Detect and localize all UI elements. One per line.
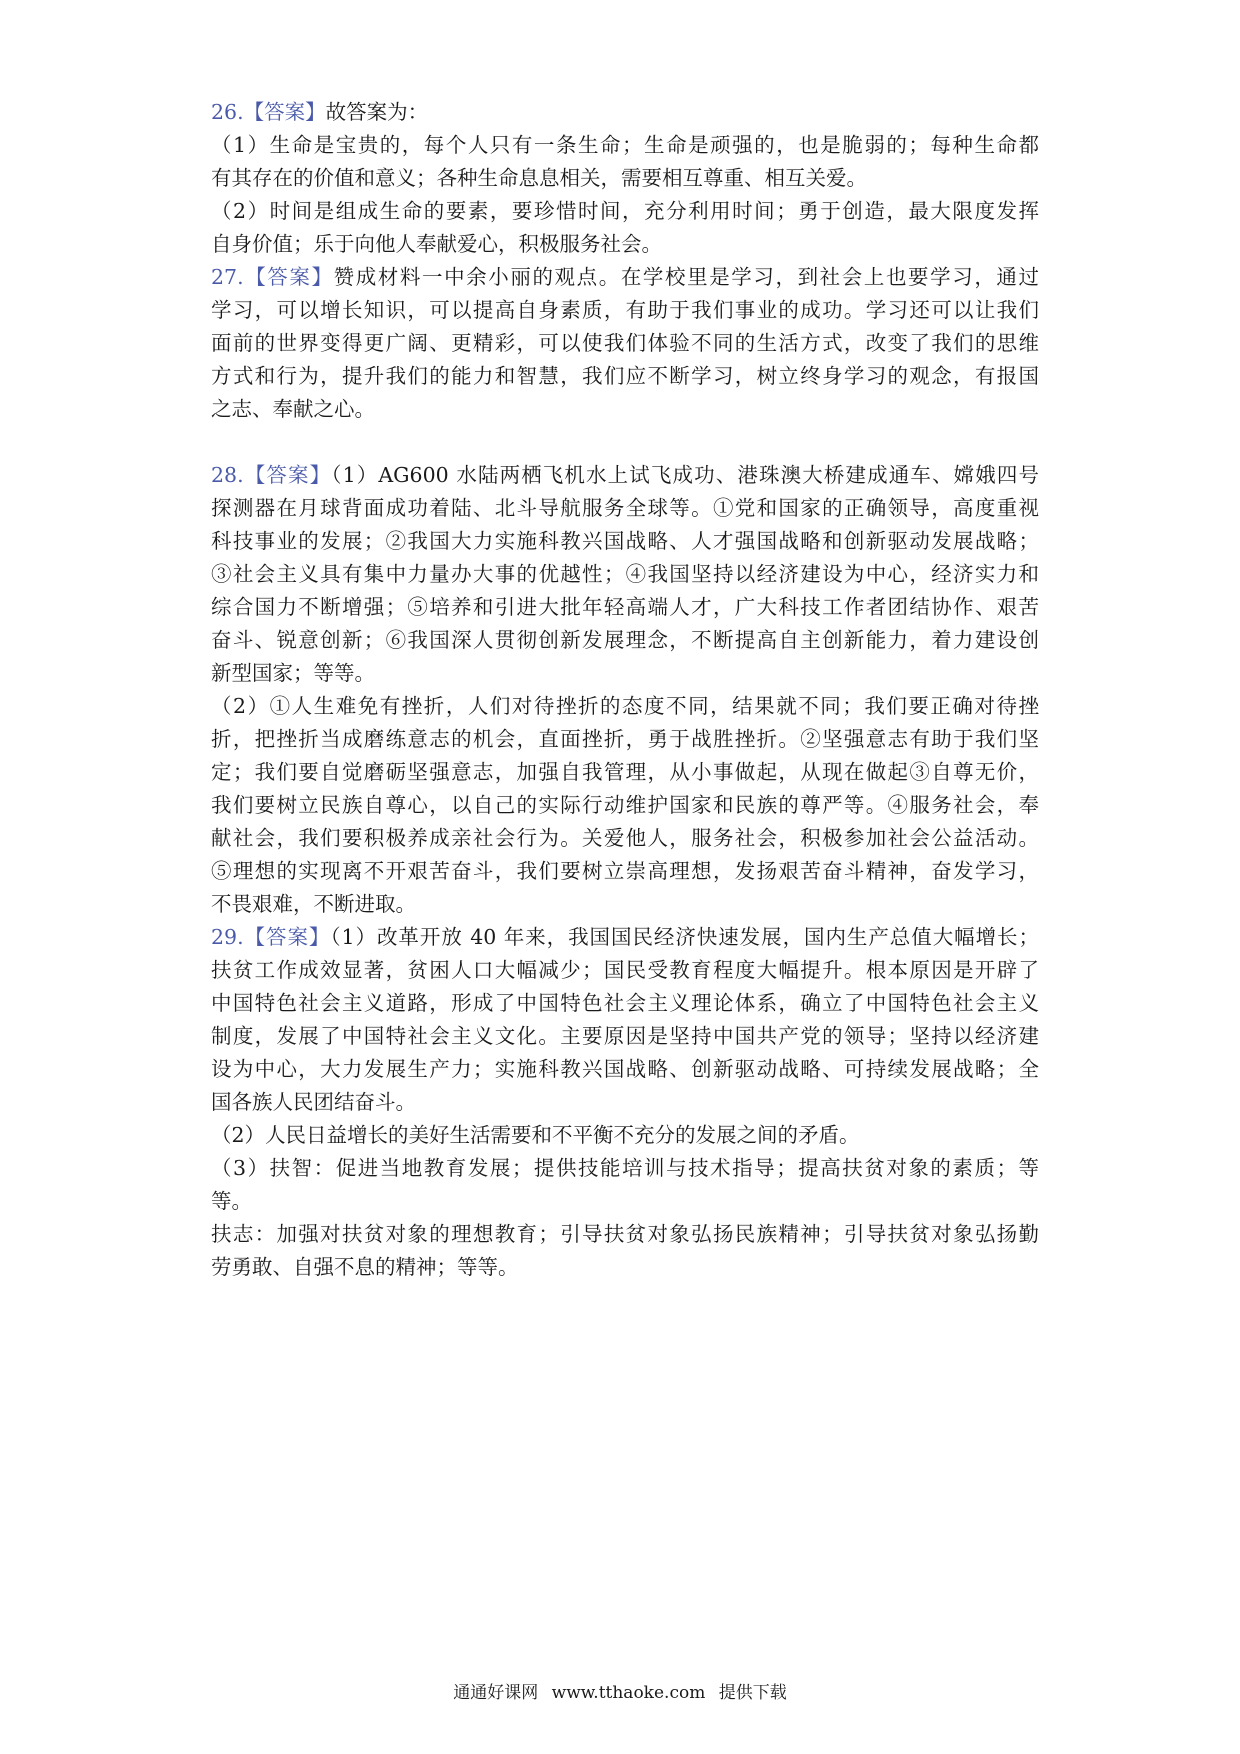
answer-29-text: （1）改革开放 40 年来，我国国民经济快速发展，国内生产总值大幅增长； [330,925,1039,949]
answer-28-text: （1）AG600 水陆两栖飞机水上试飞成功、港珠澳大桥建成通车、嫦娥四号 [331,463,1039,487]
answer-28-line-2: 探测器在月球背面成功着陆、北斗导航服务全球等。①党和国家的正确领导，高度重视 [211,496,1039,520]
answer-26-line-2: （1）生命是宝贵的，每个人只有一条生命；生命是顽强的，也是脆弱的；每种生命都 [211,133,1039,157]
answer-26-number: 26. [211,100,244,124]
answer-27-line-1 [211,261,1039,294]
answer-28-line-14: 不畏艰难，不断进取。 [211,892,416,916]
answer-26-text: 故答案为： [325,100,429,124]
answer-28-line-13: ⑤理想的实现离不开艰苦奋斗，我们要树立崇高理想，发扬艰苦奋斗精神，奋发学习， [211,859,1039,883]
answer-28-line-6: 奋斗、锐意创新；⑥我国深人贯彻创新发展理念，不断提高自主创新能力，着力建设创 [211,628,1039,652]
answer-28-line-11: 我们要树立民族自尊心，以自己的实际行动维护国家和民族的尊严等。④服务社会，奉 [211,793,1039,817]
answer-27-tag: 【答案】 [243,265,334,289]
answer-29-line-1 [211,921,1039,954]
answer-28-number: 28. [211,463,244,487]
answer-29-line-11: 劳勇敢、自强不息的精神；等等。 [211,1255,519,1279]
answer-28-line-1 [211,459,1039,492]
answer-26-line-4: （2）时间是组成生命的要素，要珍惜时间，充分利用时间；勇于创造，最大限度发挥 [211,199,1039,223]
paragraph-gap [211,426,1039,459]
answer-29-number: 29. [211,925,244,949]
footer-suffix: 提供下载 [718,1683,787,1703]
answer-29-line-4: 制度，发展了中国特社会主义文化。主要原因是坚持中国共产党的领导；坚持以经济建 [211,1024,1039,1048]
answer-28-tag: 【答案】 [243,463,332,487]
answer-26-tag: 【答案】 [243,100,326,124]
answer-28-line-9: 折，把挫折当成磨练意志的机会，直面挫折，勇于战胜挫折。②坚强意志有助于我们坚 [211,727,1039,751]
answer-29-line-3: 中国特色社会主义道路，形成了中国特色社会主义理论体系，确立了中国特色社会主义 [211,991,1039,1015]
answer-28-line-12: 献社会，我们要积极养成亲社会行为。关爱他人，服务社会，积极参加社会公益活动。 [211,826,1039,850]
answer-29-line-6: 国各族人民团结奋斗。 [211,1090,416,1114]
footer-site-name: 通通好课网 [453,1683,539,1703]
answer-28-line-4: ③社会主义具有集中力量办大事的优越性；④我国坚持以经济建设为中心，经济实力和 [211,562,1039,586]
footer-url-link[interactable]: www.tthaoke.com [551,1683,706,1703]
answer-29-line-5: 设为中心，大力发展生产力；实施科教兴国战略、创新驱动战略、可持续发展战略；全 [211,1057,1039,1081]
answer-28-line-5: 综合国力不断增强；⑤培养和引进大批年轻高端人才，广大科技工作者团结协作、艰苦 [211,595,1039,619]
answer-27-line-4: 方式和行为，提升我们的能力和智慧，我们应不断学习，树立终身学习的观念，有报国 [211,364,1039,388]
answer-29-line-2: 扶贫工作成效显著，贫困人口大幅减少；国民受教育程度大幅提升。根本原因是开辟了 [211,958,1039,982]
answer-27-line-3: 面前的世界变得更广阔、更精彩，可以使我们体验不同的生活方式，改变了我们的思维 [211,331,1039,355]
answer-26-line-5: 自身价值；乐于向他人奉献爱心，积极服务社会。 [211,232,662,256]
answer-29-line-10: 扶志：加强对扶贫对象的理想教育；引导扶贫对象弘扬民族精神；引导扶贫对象弘扬勤 [211,1222,1039,1246]
page-footer [0,1681,1240,1705]
answer-29-line-7: （2）人民日益增长的美好生活需要和不平衡不充分的发展之间的矛盾。 [211,1123,860,1147]
answer-28-line-10: 定；我们要自觉磨砺坚强意志，加强自我管理，从小事做起，从现在做起③自尊无价， [211,760,1039,784]
answer-27-line-5: 之志、奉献之心。 [211,397,375,421]
answer-29-line-9: 等。 [211,1189,252,1213]
answer-29-tag: 【答案】 [243,925,331,949]
answer-28-line-3: 科技事业的发展；②我国大力实施科教兴国战略、人才强国战略和创新驱动发展战略； [211,529,1039,553]
answer-27-line-2: 学习，可以增长知识，可以提高自身素质，有助于我们事业的成功。学习还可以让我们 [211,298,1039,322]
answer-26-line-3: 有其存在的价值和意义；各种生命息息相关，需要相互尊重、相互关爱。 [211,166,867,190]
answer-26-line-1 [211,96,1039,129]
answer-27-text: 赞成材料一中余小丽的观点。在学校里是学习，到社会上也要学习，通过 [333,265,1040,289]
answer-27-number: 27. [211,265,244,289]
answer-29-line-8: （3）扶智：促进当地教育发展；提供技能培训与技术指导；提高扶贫对象的素质；等 [211,1156,1039,1180]
answer-28-line-8: （2）①人生难免有挫折，人们对待挫折的态度不同，结果就不同；我们要正确对待挫 [211,694,1039,718]
answer-content [211,96,1039,1284]
answer-28-line-7: 新型国家；等等。 [211,661,375,685]
